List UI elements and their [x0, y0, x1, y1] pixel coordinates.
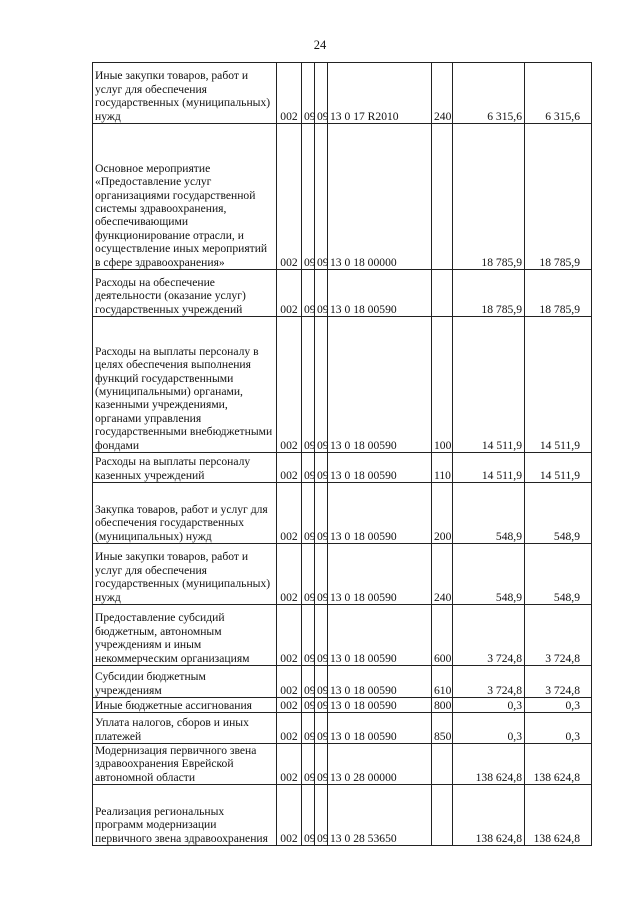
row-sum-first-year: 138 624,8 — [453, 785, 525, 846]
row-section-code: 09 — [302, 544, 315, 605]
row-sum-first-year: 3 724,8 — [453, 666, 525, 698]
row-subsection-code: 09 — [315, 698, 328, 713]
row-expense-type — [432, 124, 453, 270]
row-sum-second-year: 14 511,9 — [525, 453, 592, 483]
row-sum-first-year: 138 624,8 — [453, 744, 525, 785]
table-row — [93, 270, 592, 317]
row-sum-second-year: 6 315,6 — [525, 63, 592, 124]
row-name: Расходы на выплаты персоналу в целях обеспечения выполнения функций государственными (муниципальными) органами, казенными учреждениями, органами управления государственными внебюджетными фондами — [93, 317, 277, 453]
row-sum-first-year: 0,3 — [453, 713, 525, 744]
row-expense-type: 240 — [432, 63, 453, 124]
row-sum-second-year: 0,3 — [525, 698, 592, 713]
row-subsection-code: 09 — [315, 124, 328, 270]
row-target-article: 13 0 18 00590 — [328, 317, 432, 453]
row-expense-type: 100 — [432, 317, 453, 453]
row-expense-type: 110 — [432, 453, 453, 483]
row-subsection-code: 09 — [315, 63, 328, 124]
row-sum-first-year: 548,9 — [453, 544, 525, 605]
row-name: Основное мероприятие «Предоставление услуг организациями государственной системы здравоохранения, обеспечивающими функционирование отрасли, и осуществление иных мероприятий в сфере здравоохранения» — [93, 124, 277, 270]
table-row — [93, 785, 592, 846]
row-sum-second-year: 138 624,8 — [525, 785, 592, 846]
table-row — [93, 698, 592, 713]
table-row — [93, 544, 592, 605]
row-sum-first-year: 0,3 — [453, 698, 525, 713]
row-sum-second-year: 14 511,9 — [525, 317, 592, 453]
row-expense-type — [432, 785, 453, 846]
row-section-code: 09 — [302, 270, 315, 317]
row-target-article: 13 0 18 00590 — [328, 544, 432, 605]
row-name: Иные закупки товаров, работ и услуг для обеспечения государственных (муниципальных) нужд — [93, 544, 277, 605]
row-section-code: 09 — [302, 605, 315, 666]
row-expense-type: 850 — [432, 713, 453, 744]
table-row — [93, 666, 592, 698]
row-sum-first-year: 18 785,9 — [453, 124, 525, 270]
row-target-article: 13 0 18 00590 — [328, 483, 432, 544]
row-expense-type — [432, 744, 453, 785]
table-row — [93, 453, 592, 483]
table-row — [93, 744, 592, 785]
row-admin-code: 002 — [277, 785, 302, 846]
row-section-code: 09 — [302, 744, 315, 785]
row-name: Модернизация первичного звена здравоохранения Еврейской автономной области — [93, 744, 277, 785]
row-section-code: 09 — [302, 785, 315, 846]
row-subsection-code: 09 — [315, 605, 328, 666]
row-target-article: 13 0 18 00590 — [328, 605, 432, 666]
row-admin-code: 002 — [277, 698, 302, 713]
row-target-article: 13 0 18 00590 — [328, 453, 432, 483]
row-admin-code: 002 — [277, 63, 302, 124]
table-row — [93, 483, 592, 544]
row-expense-type: 200 — [432, 483, 453, 544]
row-admin-code: 002 — [277, 744, 302, 785]
row-target-article: 13 0 18 00590 — [328, 270, 432, 317]
table-row — [93, 63, 592, 124]
row-subsection-code: 09 — [315, 713, 328, 744]
row-admin-code: 002 — [277, 453, 302, 483]
table-row — [93, 317, 592, 453]
row-subsection-code: 09 — [315, 270, 328, 317]
row-section-code: 09 — [302, 698, 315, 713]
row-subsection-code: 09 — [315, 453, 328, 483]
row-admin-code: 002 — [277, 544, 302, 605]
row-admin-code: 002 — [277, 317, 302, 453]
row-subsection-code: 09 — [315, 544, 328, 605]
row-sum-second-year: 18 785,9 — [525, 270, 592, 317]
row-sum-first-year: 6 315,6 — [453, 63, 525, 124]
row-target-article: 13 0 28 00000 — [328, 744, 432, 785]
row-sum-first-year: 14 511,9 — [453, 453, 525, 483]
row-expense-type — [432, 270, 453, 317]
table-row — [93, 713, 592, 744]
row-section-code: 09 — [302, 124, 315, 270]
row-name: Расходы на обеспечение деятельности (оказание услуг) государственных учреждений — [93, 270, 277, 317]
row-expense-type: 800 — [432, 698, 453, 713]
row-sum-second-year: 3 724,8 — [525, 666, 592, 698]
row-admin-code: 002 — [277, 666, 302, 698]
row-subsection-code: 09 — [315, 483, 328, 544]
row-expense-type: 610 — [432, 666, 453, 698]
row-section-code: 09 — [302, 713, 315, 744]
row-subsection-code: 09 — [315, 785, 328, 846]
page-number: 24 — [313, 38, 327, 52]
table-row — [93, 124, 592, 270]
row-subsection-code: 09 — [315, 317, 328, 453]
row-sum-first-year: 18 785,9 — [453, 270, 525, 317]
row-subsection-code: 09 — [315, 744, 328, 785]
row-target-article: 13 0 18 00590 — [328, 713, 432, 744]
row-admin-code: 002 — [277, 713, 302, 744]
row-name: Иные закупки товаров, работ и услуг для обеспечения государственных (муниципальных) нужд — [93, 63, 277, 124]
row-sum-second-year: 18 785,9 — [525, 124, 592, 270]
row-subsection-code: 09 — [315, 666, 328, 698]
row-name: Закупка товаров, работ и услуг для обеспечения государственных (муниципальных) нужд — [93, 483, 277, 544]
row-target-article: 13 0 28 53650 — [328, 785, 432, 846]
row-name: Субсидии бюджетным учреждениям — [93, 666, 277, 698]
row-target-article: 13 0 18 00590 — [328, 698, 432, 713]
row-sum-second-year: 0,3 — [525, 713, 592, 744]
row-section-code: 09 — [302, 317, 315, 453]
budget-table — [92, 62, 592, 846]
budget-table-body — [93, 63, 592, 846]
row-admin-code: 002 — [277, 270, 302, 317]
row-sum-second-year: 3 724,8 — [525, 605, 592, 666]
row-name: Уплата налогов, сборов и иных платежей — [93, 713, 277, 744]
row-sum-second-year: 548,9 — [525, 544, 592, 605]
row-sum-second-year: 138 624,8 — [525, 744, 592, 785]
row-sum-first-year: 14 511,9 — [453, 317, 525, 453]
row-admin-code: 002 — [277, 483, 302, 544]
row-sum-second-year: 548,9 — [525, 483, 592, 544]
row-name: Предоставление субсидий бюджетным, автономным учреждениям и иным некоммерческим организациям — [93, 605, 277, 666]
row-target-article: 13 0 18 00590 — [328, 666, 432, 698]
row-name: Реализация региональных программ модернизации первичного звена здравоохранения — [93, 785, 277, 846]
row-sum-first-year: 548,9 — [453, 483, 525, 544]
row-expense-type: 240 — [432, 544, 453, 605]
row-admin-code: 002 — [277, 605, 302, 666]
row-admin-code: 002 — [277, 124, 302, 270]
row-section-code: 09 — [302, 483, 315, 544]
row-section-code: 09 — [302, 63, 315, 124]
row-section-code: 09 — [302, 453, 315, 483]
row-section-code: 09 — [302, 666, 315, 698]
row-target-article: 13 0 17 R2010 — [328, 63, 432, 124]
table-row — [93, 605, 592, 666]
row-name: Иные бюджетные ассигнования — [93, 698, 277, 713]
row-expense-type: 600 — [432, 605, 453, 666]
row-target-article: 13 0 18 00000 — [328, 124, 432, 270]
row-name: Расходы на выплаты персоналу казенных учреждений — [93, 453, 277, 483]
row-sum-first-year: 3 724,8 — [453, 605, 525, 666]
